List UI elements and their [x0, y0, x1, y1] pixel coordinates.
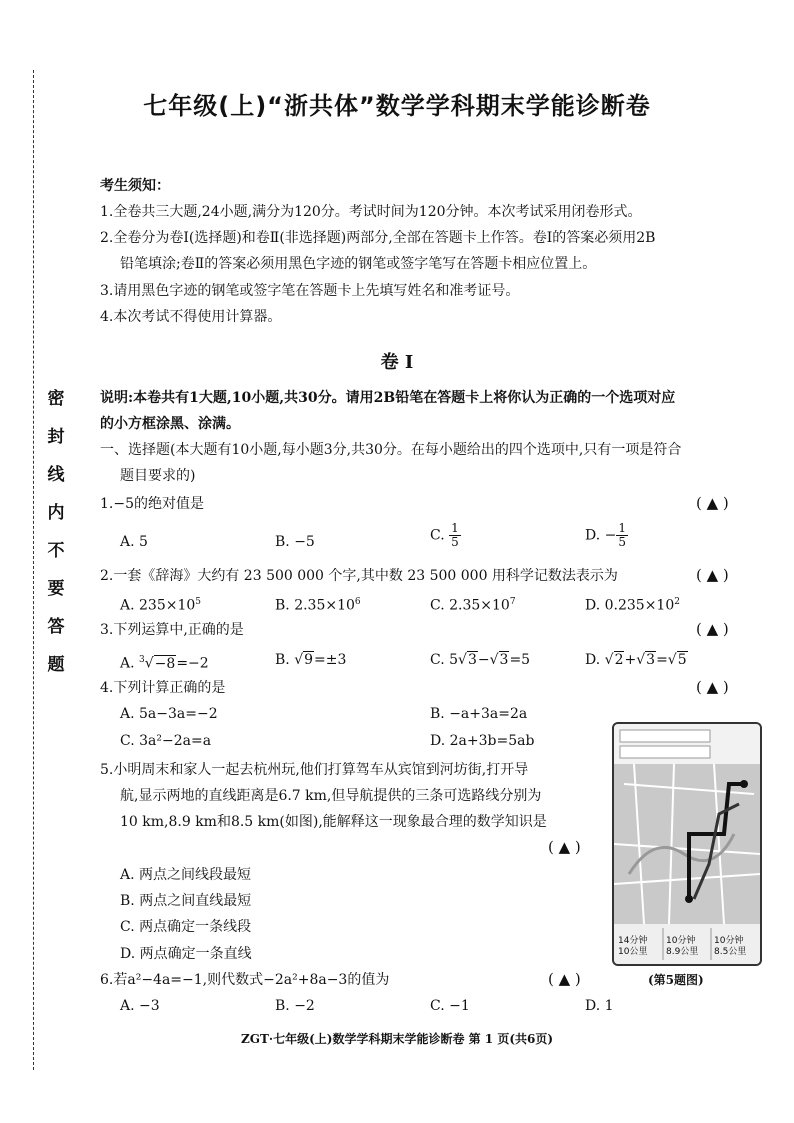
q2-option-d: [585, 592, 680, 616]
expression: =±3: [314, 652, 347, 668]
exponent: 2: [674, 597, 680, 607]
route-time: 10分钟: [666, 936, 696, 946]
q6-option-a: A. −3: [120, 998, 160, 1014]
explain-line: 的小方框涂黑、涂满。: [100, 416, 240, 432]
route-distance: 10公里: [618, 947, 648, 957]
binding-char: 线: [47, 465, 65, 485]
map-graphic: [614, 724, 760, 964]
binding-char: 封: [47, 427, 65, 447]
expression: =5: [509, 652, 531, 668]
binding-margin-text: [44, 380, 68, 684]
option-label: D. 0.235×10: [585, 597, 675, 614]
explain-line: 说明:本卷共有1大题,10小题,共30分。请用2B铅笔在答题卡上将你认为正确的一个选项对应: [100, 390, 676, 406]
notice-item: 3.请用黑色字迹的钢笔或签字笔在答题卡上先填写姓名和准考证号。: [100, 283, 520, 299]
q1-option-c: [430, 522, 461, 549]
radicand: 3: [646, 652, 656, 668]
q1-stem: 1.−5的绝对值是: [100, 496, 204, 512]
notice-item: 铅笔填涂;卷Ⅱ的答案必须用黑色字迹的钢笔或签字笔写在答题卡相应位置上。: [120, 256, 597, 272]
radicand: 3: [499, 652, 509, 668]
root-index: 3: [139, 655, 145, 665]
answer-mark: ( ▲ ): [548, 838, 581, 856]
notice-item: 1.全卷共三大题,24小题,满分为120分。考试时间为120分钟。本次考试采用闭卷形式。: [100, 204, 642, 220]
q1-option-a: A. 5: [120, 534, 148, 550]
route-distance: 8.9公里: [666, 947, 699, 957]
q2-option-b: [275, 592, 361, 616]
route-time: 14分钟: [618, 936, 648, 946]
notice-item: 4.本次考试不得使用计算器。: [100, 309, 282, 325]
q4-option-b: B. −a+3a=2a: [430, 706, 528, 722]
binding-char: 题: [47, 655, 65, 675]
q3-option-c: C. 5√3−√3=5: [430, 652, 531, 668]
option-label: B.: [275, 652, 290, 668]
q2-option-c: [430, 592, 516, 616]
option-label: A.: [120, 655, 135, 672]
q4-option-d: D. 2a+3b=5ab: [430, 733, 535, 749]
q5-stem: 航,显示两地的直线距离是6.7 km,但导航提供的三条可选路线分别为: [120, 788, 542, 804]
radicand: 3: [467, 652, 477, 668]
q2-stem: 2.一套《辞海》大约有 23 500 000 个字,其中数 23 500 000 用科学记数法表示为: [100, 568, 618, 584]
expression: =: [656, 652, 668, 668]
route-1-info: [618, 936, 647, 958]
answer-mark: ( ▲ ): [696, 678, 729, 696]
answer-mark: ( ▲ ): [696, 566, 729, 584]
route-distance: 8.5公里: [714, 947, 747, 957]
numerator: 1: [451, 521, 459, 535]
binding-char: 内: [47, 503, 65, 523]
q4-stem: 4.下列计算正确的是: [100, 680, 226, 696]
q5-option-c: C. 两点确定一条线段: [120, 919, 252, 935]
radicand: 9: [304, 652, 314, 668]
option-label: B. 2.35×10: [275, 597, 355, 614]
denominator: 5: [451, 535, 459, 549]
answer-mark: ( ▲ ): [548, 970, 581, 988]
q5-stem: 5.小明周末和家人一起去杭州玩,他们打算驾车从宾馆到河坊街,打开导: [100, 762, 529, 778]
denominator: 5: [618, 535, 626, 549]
route-3-info: [714, 936, 746, 958]
part-heading: 题目要求的): [120, 468, 196, 484]
page-footer: ZGT·七年级(上)数学学科期末学能诊断卷 第 1 页(共6页): [240, 1032, 554, 1046]
navigation-map-figure: [612, 722, 762, 966]
expression: =−2: [176, 655, 209, 672]
option-label: C. 5: [430, 652, 459, 668]
binding-dashed-line: [33, 70, 34, 1070]
option-label: C. 2.35×10: [430, 597, 510, 614]
q6-option-d: D. 1: [585, 998, 614, 1014]
q5-option-a: A. 两点之间线段最短: [120, 867, 252, 883]
page-title: 七年级(上)“浙共体”数学学科期末学能诊断卷: [143, 92, 651, 120]
q5-stem: 10 km,8.9 km和8.5 km(如图),能解释这一现象最合理的数学知识是: [120, 814, 547, 830]
option-label: D. −: [585, 527, 617, 544]
q1-option-b: B. −5: [275, 534, 315, 550]
section-title: 卷 Ⅰ: [380, 352, 414, 373]
expression: +: [624, 652, 637, 668]
notice-heading: 考生须知：: [100, 178, 170, 194]
q2-option-a: [120, 592, 201, 616]
route-2-info: [666, 936, 698, 958]
exponent: 6: [354, 597, 361, 607]
option-label: C.: [430, 527, 445, 544]
q4-option-c: C. 3a²−2a=a: [120, 733, 212, 749]
option-label: A. 235×10: [120, 597, 196, 614]
answer-mark: ( ▲ ): [696, 620, 729, 638]
q3-option-b: B. √9=±3: [275, 652, 347, 668]
q6-option-b: B. −2: [275, 998, 315, 1014]
q5-option-b: B. 两点之间直线最短: [120, 893, 252, 909]
q4-option-a: A. 5a−3a=−2: [120, 706, 218, 722]
expression: −: [477, 652, 490, 668]
option-label: D.: [585, 652, 601, 668]
fraction: [449, 522, 461, 549]
part-heading: 一、选择题(本大题有10小题,每小题3分,共30分。在每小题给出的四个选项中,只有一项是符合: [100, 442, 682, 458]
binding-char: 不: [47, 541, 65, 561]
q6-option-c: C. −1: [430, 998, 470, 1014]
radicand: 5: [677, 652, 687, 668]
numerator: 1: [618, 521, 626, 535]
q3-option-d: D. √2+√3=√5: [585, 652, 687, 668]
exponent: 5: [195, 597, 202, 607]
fraction: [616, 522, 628, 549]
answer-mark: ( ▲ ): [696, 494, 729, 512]
q6-stem: 6.若a²−4a=−1,则代数式−2a²+8a−3的值为: [100, 972, 390, 988]
notice-item: 2.全卷分为卷Ⅰ(选择题)和卷Ⅱ(非选择题)两部分,全部在答题卡上作答。卷Ⅰ的答案必须用2B: [100, 230, 656, 246]
binding-char: 密: [47, 389, 65, 409]
q3-stem: 3.下列运算中,正确的是: [100, 622, 244, 638]
route-time: 10分钟: [714, 936, 744, 946]
radicand: −8: [154, 655, 176, 672]
binding-char: 答: [47, 617, 65, 637]
exponent: 7: [509, 597, 516, 607]
radicand: 2: [614, 652, 624, 668]
figure-caption: (第5题图): [648, 973, 704, 987]
q1-option-d: [585, 522, 628, 549]
binding-char: 要: [47, 579, 65, 599]
q5-option-d: D. 两点确定一条直线: [120, 946, 252, 962]
q3-option-a: A. $^3$√−8=−2: [120, 655, 209, 672]
